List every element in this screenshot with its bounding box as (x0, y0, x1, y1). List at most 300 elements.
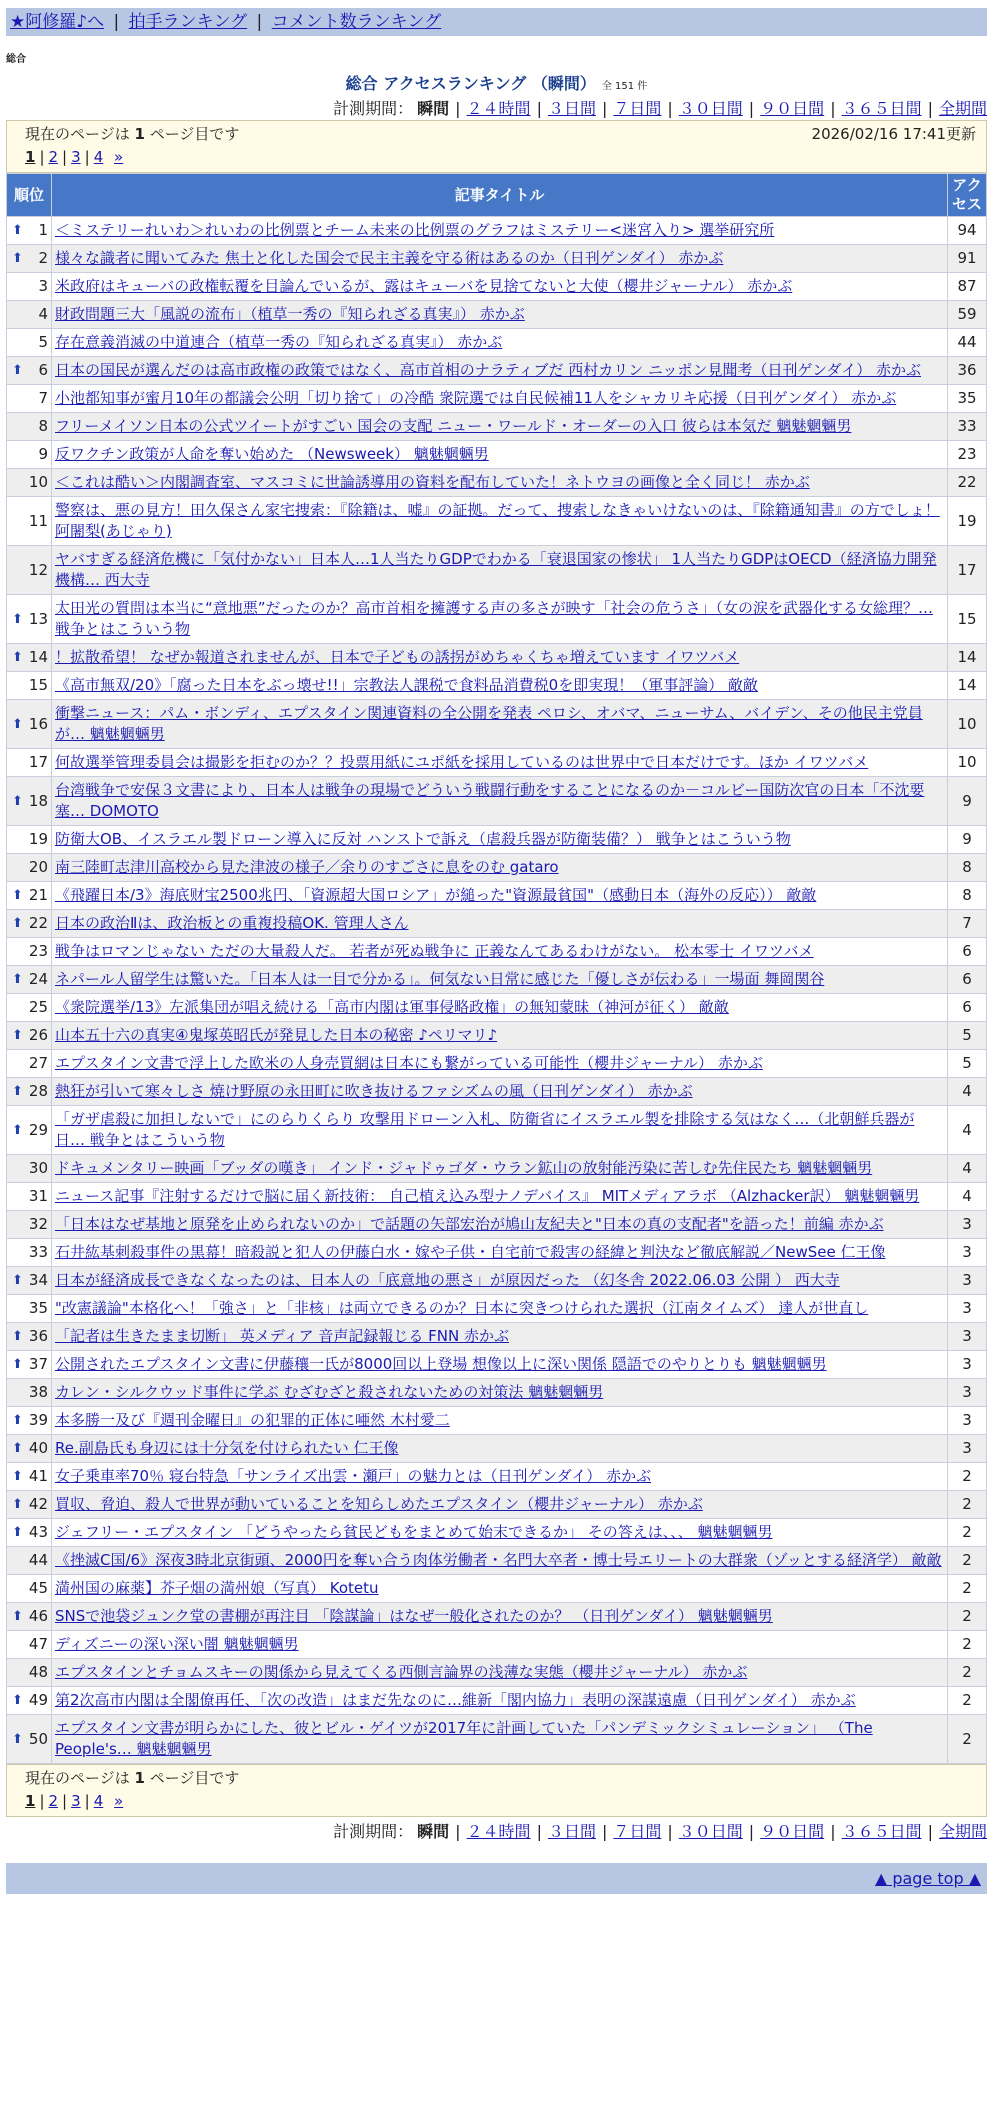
table-row (7, 1155, 987, 1183)
table-row (7, 595, 987, 644)
table-row (7, 1575, 987, 1603)
title-cell (52, 385, 948, 413)
rank-number: 48 (28, 1663, 48, 1681)
rank-up-arrow-icon: ⬆ (12, 223, 23, 238)
table-row (7, 1078, 987, 1106)
access-count: 2 (948, 1463, 987, 1491)
rank-up-arrow-icon: ⬆ (12, 251, 23, 266)
table-row (7, 329, 987, 357)
table-row (7, 385, 987, 413)
period-option-link[interactable]: ９０日間 (760, 1822, 825, 1841)
rank-cell (7, 1575, 52, 1603)
bottom-bar (6, 1863, 987, 1894)
rank-number: 24 (28, 970, 48, 988)
page-separator: | (62, 1792, 68, 1810)
access-count: 10 (948, 700, 987, 749)
article-title-link[interactable]: ヤバすぎる経済危機に「気付かない」日本人…1人当たりGDPでわかる「衰退国家の惨状」 1人当たりGDPはOECD（経済協力開発機構… 西大寺 (55, 550, 937, 589)
rank-number: 35 (28, 1299, 48, 1317)
table-row (7, 910, 987, 938)
rank-cell (7, 854, 52, 882)
rank-number: 28 (28, 1082, 48, 1100)
rank-cell (7, 595, 52, 644)
article-title-link[interactable]: 太田光の質問は本当に“意地悪”だったのか？高市首相を擁護する声の多さが映す「社会の危うさ」（女の涙を武器化する女総理？… 戦争とはこういう物 (55, 599, 934, 638)
rank-cell (7, 1547, 52, 1575)
table-row (7, 1463, 987, 1491)
rank-number: 16 (28, 714, 48, 733)
access-count: 22 (948, 469, 987, 497)
table-row (7, 1491, 987, 1519)
period-separator: | (927, 1822, 933, 1841)
rank-up-arrow-icon: ⬆ (12, 1497, 23, 1512)
article-title-link[interactable]: 《衆院選挙/13》左派集団が唱え続ける「高市内閣は軍事侵略政権」の無知蒙昧（神河が征く） 敵敵 (55, 998, 729, 1016)
period-option-link[interactable]: ２４時間 (466, 99, 531, 118)
access-count: 44 (948, 329, 987, 357)
table-row (7, 672, 987, 700)
rank-cell (7, 217, 52, 245)
header-access: アクセス (948, 174, 987, 217)
rank-number: 31 (28, 1187, 48, 1205)
rank-number: 13 (28, 609, 48, 628)
article-title-link[interactable]: SNSで池袋ジュンク堂の書棚が再注目 「陰謀論」はなぜ一般化されたのか？ （日刊ゲンダイ） 魑魅魍魎男 (55, 1607, 773, 1625)
table-row (7, 1519, 987, 1547)
page-separator: | (62, 148, 68, 166)
rank-number: 22 (28, 914, 48, 932)
page-link[interactable]: 4 (93, 148, 104, 166)
rank-up-arrow-icon: ⬆ (12, 1357, 23, 1372)
rank-cell (7, 966, 52, 994)
rank-cell (7, 1106, 52, 1155)
rank-cell (7, 1239, 52, 1267)
article-title-link[interactable]: 買収、脅迫、殺人で世界が動いていることを知らしめたエプスタイン（櫻井ジャーナル） 赤かぶ (55, 1495, 703, 1513)
access-count: 9 (948, 826, 987, 854)
period-separator: | (601, 1822, 608, 1841)
access-count: 5 (948, 1050, 987, 1078)
rank-cell (7, 1295, 52, 1323)
pager-top (6, 120, 987, 173)
rank-number: 17 (28, 753, 48, 771)
next-page-link[interactable]: » (114, 1792, 124, 1810)
comment-ranking-link[interactable]: コメント数ランキング (271, 12, 442, 32)
table-row (7, 1211, 987, 1239)
rank-number: 47 (28, 1635, 48, 1653)
title-cell (52, 1575, 948, 1603)
article-title-link[interactable]: 満州国の麻薬】芥子畑の満州娘（写真） Kotetu (55, 1579, 379, 1597)
title-cell (52, 1379, 948, 1407)
article-title-link[interactable]: ニュース記事『注射するだけで脳に届く新技術： 自己植え込み型ナノデバイス』 MITメディアラボ （Alzhacker訳） 魑魅魍魎男 (55, 1187, 920, 1205)
page-current: 1 (25, 1792, 36, 1810)
genre-label: 総合 (6, 54, 26, 65)
access-count: 4 (948, 1078, 987, 1106)
rank-number: 15 (28, 676, 48, 694)
title-cell (52, 854, 948, 882)
rank-up-arrow-icon: ⬆ (12, 1525, 23, 1540)
page-wrapper (6, 0, 987, 1894)
rank-cell (7, 1379, 52, 1407)
table-row (7, 1407, 987, 1435)
article-title-link[interactable]: 警察は、悪の見方！田久保さん家宅捜索：『除籍は、嘘』の証拠。だって、捜索しなきゃいけないのは、『除籍通知書』の方でしょ！ 阿闍梨(あじゃり) (55, 501, 940, 540)
period-option-link[interactable]: ３６５日間 (841, 99, 922, 118)
rank-cell (7, 273, 52, 301)
access-count: 2 (948, 1603, 987, 1631)
rank-up-arrow-icon: ⬆ (12, 793, 23, 809)
rank-up-arrow-icon: ⬆ (12, 916, 23, 931)
article-title-link[interactable]: 《飛躍日本/3》海底财宝2500兆円、「資源超大国ロシア」が縋った"資源最貧国"（感動日本（海外の反応）） 敵敵 (55, 886, 817, 904)
article-title-link[interactable]: 山本五十六の真実④鬼塚英昭氏が発見した日本の秘密 ♪ペリマリ♪ (55, 1026, 498, 1044)
period-option-link[interactable]: ２４時間 (466, 1822, 531, 1841)
article-title-link[interactable]: "改憲議論"本格化へ！「強さ」と「非核」は両立できるのか？日本に突きつけられた選択（江南タイムズ） 達人が世直し (55, 1299, 869, 1317)
access-count: 5 (948, 1022, 987, 1050)
period-option-link[interactable]: 全期間 (938, 99, 987, 118)
table-row (7, 1603, 987, 1631)
rank-number: 42 (28, 1495, 48, 1513)
period-option-link[interactable]: ３日間 (547, 99, 596, 118)
article-title-link[interactable]: 何故選挙管理委員会は撮影を拒むのか？？投票用紙にユポ紙を採用しているのは世界中で日本だけです。ほか イワツバメ (55, 753, 869, 771)
period-selector-bottom (6, 1821, 987, 1843)
article-title-link[interactable]: 《挫滅C国/6》深夜3時北京街頭、2000円を奪い合う肉体労働者・名門大卒者・博士号エリートの大群衆（ゾッとする経済学） 敵敵 (55, 1551, 942, 1569)
nav-separator: | (113, 12, 120, 32)
title-cell (52, 469, 948, 497)
rank-cell (7, 385, 52, 413)
page-current: 1 (25, 148, 36, 166)
page-link[interactable]: 2 (48, 1792, 59, 1810)
page-separator: | (84, 148, 90, 166)
access-count: 33 (948, 413, 987, 441)
table-row (7, 497, 987, 546)
period-separator: | (601, 99, 608, 118)
title-cell (52, 1351, 948, 1379)
access-count: 4 (948, 1183, 987, 1211)
rank-cell (7, 1519, 52, 1547)
table-row (7, 966, 987, 994)
rank-cell (7, 329, 52, 357)
article-title-link[interactable]: 衝撃ニュース：パム・ボンディ、エプスタイン関連資料の全公開を発表 ペロシ、オバマ、ニューサム、バイデン、その他民主党員が… 魑魅魍魎男 (55, 704, 923, 743)
table-row (7, 245, 987, 273)
access-count: 6 (948, 938, 987, 966)
article-title-link[interactable]: 財政問題三大「風説の流布」（植草一秀の『知られざる真実』） 赤かぶ (55, 305, 525, 323)
period-label: 計測期間： (333, 99, 414, 118)
access-count: 4 (948, 1106, 987, 1155)
period-separator: | (536, 1822, 542, 1841)
article-title-link[interactable]: エプスタインとチョムスキーの関係から見えてくる西側言論界の浅薄な実態（櫻井ジャーナル） 赤かぶ (55, 1663, 748, 1681)
table-row (7, 749, 987, 777)
access-count: 2 (948, 1547, 987, 1575)
period-option-link[interactable]: ３０日間 (678, 99, 743, 118)
access-count: 91 (948, 245, 987, 273)
title-cell (52, 1106, 948, 1155)
table-row (7, 357, 987, 385)
ranking-body (7, 217, 987, 1764)
title-cell (52, 413, 948, 441)
rank-cell (7, 301, 52, 329)
access-count: 4 (948, 1155, 987, 1183)
header-rank: 順位 (7, 174, 52, 217)
table-row (7, 1183, 987, 1211)
article-title-link[interactable]: 石井紘基刺殺事件の黒幕！暗殺説と犯人の伊藤白水・嫁や子供・自宅前で殺害の経緯と判決など徹底解説／NewSee 仁王像 (55, 1243, 886, 1261)
rank-number: 39 (28, 1411, 48, 1429)
page-separator: | (39, 1792, 45, 1810)
rank-number: 43 (28, 1523, 48, 1541)
title-cell (52, 357, 948, 385)
page-top-link[interactable]: ▲ page top ▲ (874, 1869, 981, 1888)
article-title-link[interactable]: カレン・シルクウッド事件に学ぶ むざむざと殺されないための対策法 魑魅魍魎男 (55, 1383, 604, 1401)
article-title-link[interactable]: 日本の国民が選んだのは高市政権の政策ではなく、高市首相のナラティブだ 西村カリン ニッポン見聞考（日刊ゲンダイ） 赤かぶ (55, 361, 922, 379)
period-option-link[interactable]: ３６５日間 (841, 1822, 922, 1841)
rank-up-arrow-icon: ⬆ (12, 363, 23, 378)
title-cell (52, 1022, 948, 1050)
period-separator: | (748, 99, 755, 118)
access-count: 59 (948, 301, 987, 329)
period-option-link[interactable]: ３０日間 (678, 1822, 743, 1841)
rank-cell (7, 1463, 52, 1491)
article-title-link[interactable]: ＜ミステリーれいわ＞れいわの比例票とチーム未来の比例票のグラフはミステリー<迷宮入り> 選挙研究所 (55, 221, 775, 239)
page-links (25, 1791, 976, 1812)
article-title-link[interactable]: ジェフリー・エプスタイン 「どうやったら貧民どもをまとめて始末できるか」 その答えは、、、 魑魅魍魎男 (55, 1523, 773, 1541)
title-cell (52, 1155, 948, 1183)
article-title-link[interactable]: ＜これは酷い＞内閣調査室、マスコミに世論誘導用の資料を配布していた！ネトウヨの画像と全く同じ！ 赤かぶ (55, 473, 810, 491)
rank-number: 30 (28, 1159, 48, 1177)
period-option-link[interactable]: ９０日間 (760, 99, 825, 118)
article-title-link[interactable]: 熱狂が引いて寒々しさ 焼け野原の永田町に吹き抜けるファシズムの風（日刊ゲンダイ） 赤かぶ (55, 1082, 693, 1100)
rank-number: 12 (28, 560, 48, 579)
page-separator: | (84, 1792, 90, 1810)
title-cell (52, 217, 948, 245)
title-cell (52, 882, 948, 910)
rank-number: 45 (28, 1579, 48, 1597)
article-title-link[interactable]: 台湾戦争で安保３文書により、日本人は戦争の現場でどういう戦闘行動をすることになるのか－コルビー国防次官の日本「不沈要塞… DOMOTO (55, 781, 925, 820)
article-title-link[interactable]: 南三陸町志津川高校から見た津波の様子／余りのすごさに息をのむ gataro (55, 858, 559, 876)
rank-up-arrow-icon: ⬆ (12, 1609, 23, 1624)
rank-number: 10 (28, 473, 48, 491)
period-option-link[interactable]: ７日間 (613, 99, 662, 118)
rank-cell (7, 1022, 52, 1050)
access-count: 3 (948, 1379, 987, 1407)
rank-cell (7, 1050, 52, 1078)
article-title-link[interactable]: フリーメイソン日本の公式ツイートがすごい 国会の支配 ニュー・ワールド・オーダーの入口 彼らは本気だ 魑魅魍魎男 (55, 417, 852, 435)
article-title-link[interactable]: 公開されたエプスタイン文書に伊藤穰一氏が8000回以上登場 想像以上に深い関係 隠語でのやりとりも 魑魅魍魎男 (55, 1355, 827, 1373)
table-row (7, 1547, 987, 1575)
article-title-link[interactable]: 《高市無双/20》「腐った日本をぶっ壊せ!!」宗教法人課税で食料品消費税0を即実現！（軍事評論） 敵敵 (55, 676, 758, 694)
title-cell (52, 1323, 948, 1351)
period-separator: | (830, 99, 836, 118)
updated-time: 2026/02/16 17:41更新 (811, 125, 976, 143)
rank-cell (7, 910, 52, 938)
table-row (7, 469, 987, 497)
title-cell (52, 1211, 948, 1239)
rank-cell (7, 700, 52, 749)
next-page-link[interactable]: » (114, 148, 124, 166)
article-title-link[interactable]: 日本の政治Ⅱは、政治板との重複投稿OK. 管理人さん (55, 914, 409, 932)
title-cell (52, 1631, 948, 1659)
title-cell (52, 966, 948, 994)
table-row (7, 882, 987, 910)
total-count: 全 151 件 (601, 81, 648, 92)
rank-number: 38 (28, 1383, 48, 1401)
rank-cell (7, 357, 52, 385)
rank-cell (7, 1407, 52, 1435)
period-label: 計測期間： (333, 1822, 414, 1841)
rank-up-arrow-icon: ⬆ (12, 611, 23, 627)
rank-up-arrow-icon: ⬆ (12, 1413, 23, 1428)
rank-cell (7, 1715, 52, 1764)
rank-number: 36 (28, 1327, 48, 1345)
access-count: 3 (948, 1323, 987, 1351)
rank-number: 7 (38, 389, 48, 407)
title-cell (52, 1491, 948, 1519)
article-title-link[interactable]: 米政府はキューバの政権転覆を目論んでいるが、露はキューバを見捨てないと大使（櫻井ジャーナル） 赤かぶ (55, 277, 793, 295)
page-link[interactable]: 3 (71, 148, 81, 166)
rank-cell (7, 1323, 52, 1351)
title-cell (52, 1435, 948, 1463)
rank-number: 18 (28, 791, 48, 810)
table-row (7, 301, 987, 329)
article-title-link[interactable]: ネパール人留学生は驚いた。「日本人は一目で分かる」。何気ない日常に感じた「優しさが伝わる」一場面 舞岡関谷 (55, 970, 825, 988)
table-row (7, 1631, 987, 1659)
nav-separator: | (256, 12, 263, 32)
rank-cell (7, 245, 52, 273)
period-separator: | (455, 1822, 461, 1841)
rank-number: 26 (28, 1026, 48, 1044)
title-cell (52, 938, 948, 966)
access-count: 94 (948, 217, 987, 245)
rank-number: 9 (38, 445, 48, 463)
rank-number: 50 (28, 1729, 48, 1748)
access-count: 3 (948, 1351, 987, 1379)
access-count: 3 (948, 1435, 987, 1463)
title-cell (52, 1463, 948, 1491)
access-count: 2 (948, 1631, 987, 1659)
rank-up-arrow-icon: ⬆ (12, 1731, 23, 1747)
access-count: 35 (948, 385, 987, 413)
article-title-link[interactable]: 小池都知事が蜜月10年の都議会公明「切り捨て」の冷酷 衆院選では自民候補11人をシャカリキ応援（日刊ゲンダイ） 赤かぶ (55, 389, 897, 407)
access-count: 19 (948, 497, 987, 546)
rank-cell (7, 1267, 52, 1295)
access-count: 2 (948, 1519, 987, 1547)
article-title-link[interactable]: 存在意義消滅の中道連合（植草一秀の『知られざる真実』） 赤かぶ (55, 333, 503, 351)
rank-number: 49 (28, 1691, 48, 1709)
access-count: 2 (948, 1575, 987, 1603)
article-title-link[interactable]: 日本が経済成長できなくなったのは、日本人の「底意地の悪さ」が原因だった （幻冬舎 2022.06.03 公開 ） 西大寺 (55, 1271, 840, 1289)
table-row (7, 777, 987, 826)
title-cell (52, 301, 948, 329)
article-title-link[interactable]: ！拡散希望！ なぜか報道されませんが、日本で子どもの誘拐がめちゃくちゃ増えています イワツバメ (55, 648, 740, 666)
rank-cell (7, 882, 52, 910)
table-row (7, 938, 987, 966)
article-title-link[interactable]: 反ワクチン政策が人命を奪い始めた （Newsweek） 魑魅魍魎男 (55, 445, 489, 463)
rank-number: 4 (38, 305, 48, 323)
period-option-link[interactable]: 全期間 (938, 1822, 987, 1841)
page-link[interactable]: 2 (48, 148, 59, 166)
article-title-link[interactable]: 戦争はロマンじゃない ただの大量殺人だ。 若者が死ぬ戦争に 正義なんてあるわけがない。 松本零士 イワツバメ (55, 942, 814, 960)
article-title-link[interactable]: 様々な識者に聞いてみた 焦土と化した国会で民主主義を守る術はあるのか（日刊ゲンダイ） 赤かぶ (55, 249, 724, 267)
title-cell (52, 245, 948, 273)
access-count: 2 (948, 1687, 987, 1715)
access-count: 2 (948, 1659, 987, 1687)
article-title-link[interactable]: エプスタイン文書で浮上した欧米の人身売買網は日本にも繋がっている可能性（櫻井ジャーナル） 赤かぶ (55, 1054, 763, 1072)
table-row (7, 273, 987, 301)
table-row (7, 217, 987, 245)
home-link[interactable]: ★阿修羅♪へ (10, 12, 105, 32)
period-selector (6, 98, 987, 120)
rank-up-arrow-icon: ⬆ (12, 1441, 23, 1456)
title-cell (52, 1715, 948, 1764)
page-link[interactable]: 4 (93, 1792, 104, 1810)
title-cell (52, 441, 948, 469)
rank-cell (7, 1631, 52, 1659)
page-link[interactable]: 3 (71, 1792, 81, 1810)
article-title-link[interactable]: 本多勝一及び『週刊金曜日』の犯罪的正体に唖然 木村愛二 (55, 1411, 450, 1429)
article-title-link[interactable]: 「日本はなぜ基地と原発を止められないのか」で話題の矢部宏治が鳩山友紀夫と"日本の真の支配者"を語った！前編 赤かぶ (55, 1215, 884, 1233)
rank-cell (7, 994, 52, 1022)
current-page-text: 現在のページは 1 ページ目です (25, 1769, 240, 1787)
article-title-link[interactable]: ディズニーの深い深い闇 魑魅魍魎男 (55, 1635, 299, 1653)
rank-number: 19 (28, 830, 48, 848)
title-cell (52, 1295, 948, 1323)
table-row (7, 1267, 987, 1295)
title-cell (52, 1239, 948, 1267)
rank-number: 23 (28, 942, 48, 960)
period-separator: | (455, 99, 461, 118)
rank-up-arrow-icon: ⬆ (12, 972, 23, 987)
rank-up-arrow-icon: ⬆ (12, 1273, 23, 1288)
table-row (7, 1379, 987, 1407)
table-row (7, 644, 987, 672)
period-separator: | (667, 1822, 673, 1841)
table-row (7, 1323, 987, 1351)
table-row (7, 994, 987, 1022)
table-row (7, 546, 987, 595)
period-separator: | (927, 99, 933, 118)
access-count: 3 (948, 1267, 987, 1295)
article-title-link[interactable]: 女子乗車率70％ 寝台特急「サンライズ出雲・瀬戸」の魅力とは（日刊ゲンダイ） 赤かぶ (55, 1467, 652, 1485)
article-title-link[interactable]: Re.副島氏も身辺には十分気を付けられたい 仁王像 (55, 1439, 399, 1457)
access-count: 14 (948, 672, 987, 700)
title-cell (52, 497, 948, 546)
clap-ranking-link[interactable]: 拍手ランキング (128, 12, 248, 32)
rank-up-arrow-icon: ⬆ (12, 1693, 23, 1708)
access-count: 8 (948, 854, 987, 882)
article-title-link[interactable]: 「記者は生きたまま切断」 英メディア 音声記録報じる FNN 赤かぶ (55, 1327, 509, 1345)
title-cell (52, 595, 948, 644)
rank-number: 46 (28, 1607, 48, 1625)
article-title-link[interactable]: エプスタイン文書が明らかにした、彼とビル・ゲイツが2017年に計画していた「パンデミックシミュレーション」 （The People's… 魑魅魍魎男 (55, 1719, 873, 1758)
access-count: 17 (948, 546, 987, 595)
rank-number: 41 (28, 1467, 48, 1485)
rank-cell (7, 1155, 52, 1183)
access-count: 15 (948, 595, 987, 644)
period-option-link[interactable]: ３日間 (547, 1822, 596, 1841)
article-title-link[interactable]: 防衛大OB、イスラエル製ドローン導入に反対 ハンストで訴え（虐殺兵器が防衛装備？） 戦争とはこういう物 (55, 830, 791, 848)
period-option-link[interactable]: ７日間 (613, 1822, 662, 1841)
access-count: 10 (948, 749, 987, 777)
article-title-link[interactable]: 「ガザ虐殺に加担しないで」にのらりくらり 攻撃用ドローン入札、防衛省にイスラエル製を排除する気はなく…（北朝鮮兵器が日… 戦争とはこういう物 (55, 1110, 915, 1149)
table-row (7, 1659, 987, 1687)
title-cell (52, 1050, 948, 1078)
page-links (25, 147, 976, 168)
title-cell (52, 1519, 948, 1547)
rank-number: 37 (28, 1355, 48, 1373)
title-cell (52, 1603, 948, 1631)
article-title-link[interactable]: ドキュメンタリー映画「ブッダの嘆き」 インド・ジャドゥゴダ・ウラン鉱山の放射能汚染に苦しむ先住民たち 魑魅魍魎男 (55, 1159, 873, 1177)
rank-cell (7, 938, 52, 966)
rank-cell (7, 413, 52, 441)
rank-up-arrow-icon: ⬆ (12, 1122, 23, 1138)
article-title-link[interactable]: 第2次高市内閣は全閣僚再任、「次の改造」はまだ先なのに…維新「閣内協力」表明の深謀遠慮（日刊ゲンダイ） 赤かぶ (55, 1691, 856, 1709)
top-nav-bar (6, 8, 987, 36)
title-cell (52, 910, 948, 938)
rank-cell (7, 1603, 52, 1631)
title-cell (52, 644, 948, 672)
access-count: 7 (948, 910, 987, 938)
